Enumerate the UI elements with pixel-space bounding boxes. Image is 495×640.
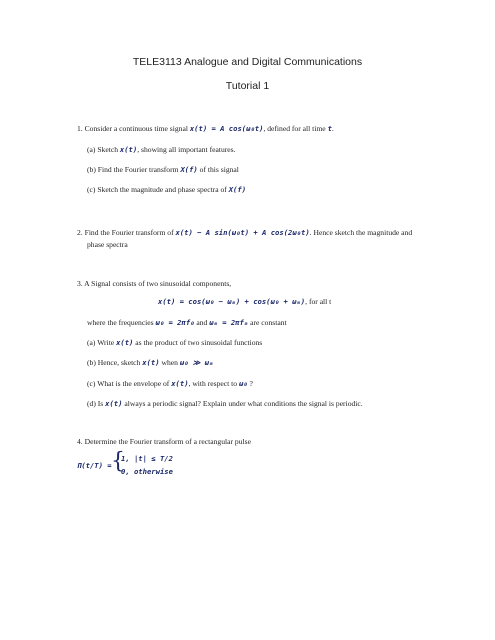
q4-case-2 [121, 467, 173, 476]
q4-brace: { [111, 449, 125, 474]
q3-a-suffix: as the product of two sinusoidal functions [135, 338, 263, 347]
q3-equation-math: x(t) = cos(ω₀ − ωₘ) + cos(ω₀ + ωₘ) [158, 297, 306, 306]
q1-c-prefix: (c) Sketch the magnitude and phase spectra of [87, 185, 227, 194]
q3-b-math: x(t) [142, 358, 160, 367]
q3-freq-prefix: where the frequencies [87, 318, 154, 327]
q4-case-1 [121, 454, 173, 463]
q2-line1-prefix: 2. Find the Fourier transform of [77, 228, 174, 237]
q1-c-math: X(f) [228, 185, 247, 194]
q4-case1-math: 1, |t| ≤ T/2 [121, 454, 173, 463]
q3-b-cond: ω₀ ≫ ωₘ [179, 358, 214, 367]
q3-freq-suffix: are constant [250, 318, 287, 327]
q3-a-prefix: (a) Write [87, 338, 115, 347]
q1-b-suffix: of this signal [199, 165, 239, 174]
q3-part-b [87, 358, 213, 367]
q2-line1-suffix: . Hence sketch the magnitude and [309, 228, 413, 237]
q1-intro-math: x(t) = A cos(ω₀t) [189, 124, 264, 133]
course-title: TELE3113 Analogue and Digital Communications [132, 56, 363, 68]
q1-intro: 1. Consider a continuous time signal x(t) = A cos(ω₀t), defined for all time t. [77, 124, 334, 133]
q3-c-math: x(t) [171, 379, 189, 388]
q4-case2-math: 0, otherwise [121, 467, 173, 476]
q3-freq-math-2: ωₘ = 2πfₘ [209, 318, 249, 327]
q3-equation-suffix: , for all t [305, 297, 332, 306]
tutorial-subtitle: Tutorial 1 [225, 80, 270, 92]
q3-part-a [87, 338, 262, 347]
q1-b-prefix: (b) Find the Fourier transform [87, 165, 179, 174]
q3-d-suffix: always a periodic signal? Explain under what conditions the signal is periodic. [124, 399, 363, 408]
q3-d-math: x(t) [105, 399, 123, 408]
q2-line-2: phase spectra [87, 240, 128, 249]
q3-a-math: x(t) [116, 338, 134, 347]
q1-intro-var: t [327, 124, 332, 133]
q3-b-prefix: (b) Hence, sketch [87, 358, 141, 367]
q3-freq-and: and [196, 318, 208, 327]
q1-b-math: X(f) [180, 165, 198, 174]
q3-c-var: ω₀ [238, 379, 248, 388]
q3-part-d [87, 399, 363, 408]
q3-intro: 3. A Signal consists of two sinusoidal components, [77, 279, 232, 288]
q3-equation [158, 297, 331, 306]
q4-lhs [77, 461, 112, 470]
q4-intro: 4. Determine the Fourier transform of a rectangular pulse [77, 437, 251, 446]
q1-a-suffix: , showing all important features. [137, 145, 236, 154]
q1-part-b [87, 165, 239, 174]
q4-lhs-math: Π(t/T) = [77, 461, 112, 470]
q1-intro-suffix: , defined for all time [263, 124, 326, 133]
q3-c-suffix: ? [249, 379, 253, 388]
q3-frequencies [87, 318, 287, 327]
q3-d-prefix: (d) Is [87, 399, 104, 408]
q1-a-math: x(t) [119, 145, 138, 154]
q3-part-c [87, 379, 253, 388]
q1-a-prefix: (a) Sketch [87, 145, 118, 154]
q1-intro-prefix: 1. Consider a continuous time signal [77, 124, 188, 133]
q3-freq-math-1: ω₀ = 2πf₀ [155, 318, 195, 327]
q2-line1-math: x(t) − A sin(ω₀t) + A cos(2ω₀t) [175, 228, 310, 237]
q2-line-1 [77, 228, 412, 237]
q3-c-prefix: (c) What is the envelope of [87, 379, 170, 388]
q1-part-c [87, 185, 246, 194]
q3-c-mid: , with respect to [188, 379, 238, 388]
q1-part-a [87, 145, 236, 154]
q3-b-when: when [161, 358, 178, 367]
